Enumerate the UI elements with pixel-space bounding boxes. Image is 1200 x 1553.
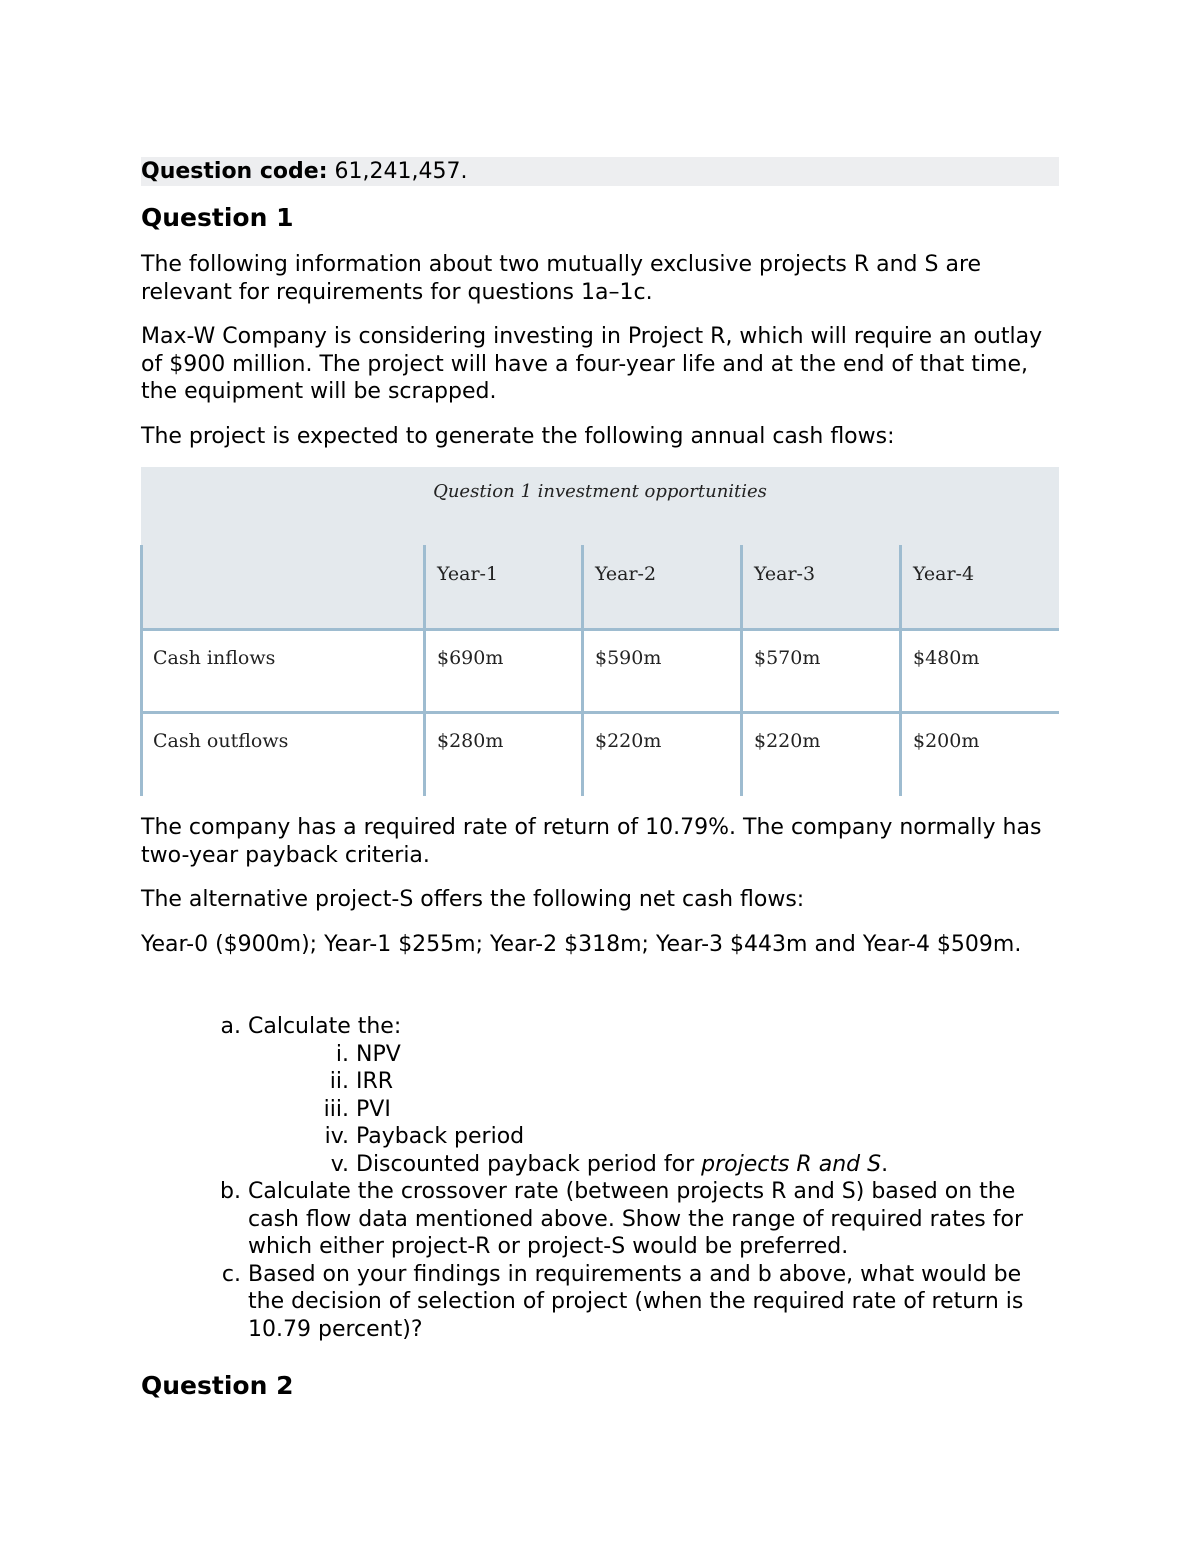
rate-paragraph: The company has a required rate of return of 10.79%. The company normally has two-year payback criteria.: [141, 815, 1042, 868]
question-code-label: Question code:: [141, 159, 328, 184]
requirement-b-text: Calculate the crossover rate (between projects R and S) based on the cash flow data mentioned above. Show the range of required rates for which either project-R or project-S would be preferred.: [248, 1179, 1023, 1259]
sub-item-payback: [356, 1123, 1059, 1151]
table-divider: [423, 545, 426, 796]
table-cell: $690m: [437, 647, 504, 669]
sub-item-discounted-payback: [356, 1151, 1059, 1179]
table-divider: [581, 545, 584, 796]
requirements-list: [141, 1013, 1059, 1343]
question-code-value: 61,241,457.: [327, 159, 468, 184]
table-cell: $220m: [754, 730, 821, 752]
table-cell: $280m: [437, 730, 504, 752]
question-code-bar: [141, 157, 1059, 186]
requirement-c-text: Based on your findings in requirements a and b above, what would be the decision of selection of project (when the required rate of return is 10.79 percent)?: [248, 1261, 1024, 1342]
column-header-year-2: Year-2: [595, 563, 657, 585]
sub-item-npv: [356, 1041, 1059, 1069]
requirement-c: [248, 1261, 1059, 1344]
cash-flow-table: [141, 467, 1059, 796]
column-header-year-3: Year-3: [754, 563, 816, 585]
table-cell: $200m: [913, 730, 980, 752]
question-1-heading: Question 1: [141, 203, 294, 232]
table-cell: $220m: [595, 730, 662, 752]
requirement-a-sublist: [248, 1041, 1059, 1179]
sub-item-text: Discounted payback period for: [356, 1151, 702, 1177]
context-paragraph: Max-W Company is considering investing in Project R, which will require an outlay of $900 million. The project will have a four-year life and at the end of that time, the equipment will be scrapped.: [141, 324, 1043, 404]
table-border-left: [140, 545, 143, 796]
sub-item-italic: projects R and S: [701, 1151, 882, 1177]
table-caption: Question 1 investment opportunities: [433, 481, 767, 502]
table-divider: [899, 545, 902, 796]
table-cell: $590m: [595, 647, 662, 669]
row-label-cash-inflows: Cash inflows: [153, 647, 276, 669]
cash-flows-paragraph: Year-0 ($900m); Year-1 $255m; Year-2 $318m; Year-3 $443m and Year-4 $509m.: [141, 932, 1022, 957]
sub-item-text: Payback period: [356, 1124, 525, 1149]
sub-item-suffix: .: [881, 1151, 889, 1177]
requirement-a-text: Calculate the:: [248, 1014, 402, 1039]
table-divider: [740, 545, 743, 796]
sub-item-text: IRR: [356, 1069, 394, 1094]
lead-paragraph: The project is expected to generate the following annual cash flows:: [141, 424, 895, 449]
sub-item-irr: [356, 1068, 1059, 1096]
sub-item-text: NPV: [356, 1041, 401, 1067]
column-header-year-4: Year-4: [913, 563, 975, 585]
table-row-divider: [141, 628, 1059, 631]
intro-paragraph: The following information about two mutually exclusive projects R and S are relevant for requirements for questions 1a–1c.: [141, 252, 982, 305]
requirement-b: [248, 1178, 1059, 1261]
requirement-a: [248, 1013, 1059, 1178]
sub-item-text: PVI: [356, 1096, 391, 1122]
row-label-cash-outflows: Cash outflows: [153, 730, 289, 752]
alternative-paragraph: The alternative project-S offers the following net cash flows:: [141, 887, 805, 912]
sub-item-pvi: [356, 1096, 1059, 1124]
table-cell: $480m: [913, 647, 980, 669]
table-cell: $570m: [754, 647, 821, 669]
column-header-year-1: Year-1: [437, 563, 499, 585]
table-row-divider: [141, 711, 1059, 714]
question-2-heading: Question 2: [141, 1371, 294, 1400]
